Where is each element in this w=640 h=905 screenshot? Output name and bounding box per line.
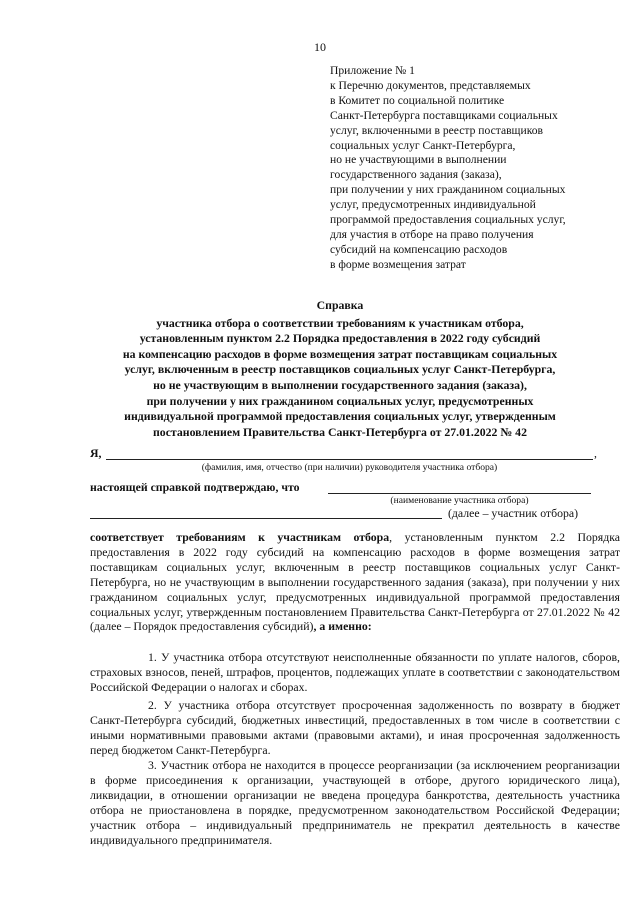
title-line: услуг, включенным в реестр поставщиков социальных услуг Санкт-Петербурга,: [124, 362, 556, 377]
participant-note: (далее – участник отбора): [448, 506, 579, 520]
clause-2: 2. У участника отбора отсутствует просроченная задолженность по возврату в бюджет Санкт-Петербурга субсидий, бюджетных инвестиций, предоставленных в том числе в соответствии с иными нормативными правовыми актами (правовыми актами), и иная просроченная задолженность перед бюджетом Санкт-Петербурга.: [90, 698, 620, 757]
title-word: Справка: [316, 298, 364, 312]
appendix-line: услуг, включенными в реестр поставщиков: [330, 123, 544, 137]
ya-label: Я,: [90, 446, 102, 460]
intro-bold-end: , а именно:: [313, 619, 372, 634]
appendix-line: социальных услуг Санкт-Петербурга,: [330, 138, 516, 152]
appendix-line: субсидий на компенсацию расходов: [330, 242, 508, 256]
title-line: на компенсацию расходов в форме возмещения затрат поставщикам социальных: [122, 346, 558, 361]
manager-name-field[interactable]: [106, 446, 593, 460]
appendix-line: для участия в отборе на право получения: [330, 227, 534, 241]
intro-text: , установленным пунктом 2.2 Порядка предоставления в 2022 году субсидий на компенсацию расходов в форме возмещения затрат поставщикам социальных услуг, включенным в реестр поставщиков социальных услуг Санкт-Петербурга, но не участвующим в выполнении государственного задания (заказа), при получении у них гражданином социальных услуг, предусмотренных индивидуальной программой предоставления социальных услуг, утвержденным постановлением Правительства Санкт-Петербурга от 27.01.2022 № 42 (далее – Порядок предоставления субсидий): [90, 530, 620, 634]
appendix-line: в Комитет по социальной политике: [330, 93, 505, 107]
appendix-line: Санкт-Петербурга поставщиками социальных: [330, 108, 558, 122]
title-line: при получении у них гражданином социальных услуг, предусмотренных: [146, 393, 534, 408]
manager-name-hint: (фамилия, имя, отчество (при наличии) руководителя участника отбора): [201, 462, 498, 473]
appendix-line: но не участвующими в выполнении: [330, 153, 507, 167]
title-line: постановлением Правительства Санкт-Петербурга от 27.01.2022 № 42: [153, 424, 527, 439]
ya-end: ,: [594, 446, 597, 460]
appendix-line: к Перечню документов, представляемых: [330, 78, 531, 92]
appendix-header: [330, 64, 620, 273]
organization-name-field[interactable]: [328, 480, 591, 494]
appendix-line: в форме возмещения затрат: [330, 257, 466, 271]
intro-paragraph: [90, 530, 620, 634]
clause-1: 1. У участника отбора отсутствуют неисполненные обязанности по уплате налогов, сборов, страховых взносов, пеней, штрафов, процентов, подлежащих уплате в соответствии с законодательством Российской Федерации о налогах и сборах.: [90, 650, 620, 694]
title-line: установленным пунктом 2.2 Порядка предоставления в 2022 году субсидий: [139, 331, 541, 346]
intro-bold: соответствует требованиям к участникам отбора: [90, 530, 390, 544]
appendix-line: при получении у них гражданином социальных: [330, 183, 566, 197]
appendix-line: услуг, предусмотренных индивидуальной: [330, 198, 536, 212]
confirm-label: настоящей справкой подтверждаю, что: [90, 480, 300, 494]
appendix-line: государственного задания (заказа),: [330, 168, 502, 182]
title-line: участника отбора о соответствии требованиям к участникам отбора,: [156, 315, 524, 330]
organization-name-field-continued[interactable]: [90, 506, 442, 519]
document-title: [60, 298, 620, 440]
title-line: но не участвующим в выполнении государственного задания (заказа),: [153, 377, 527, 392]
appendix-line: программой предоставления социальных услуг,: [330, 213, 566, 227]
page-number: 10: [314, 40, 326, 54]
title-line: индивидуальной программой предоставления социальных услуг, утвержденным: [124, 409, 556, 424]
organization-name-hint: (наименование участника отбора): [390, 495, 529, 506]
clause-3: 3. Участник отбора не находится в процессе реорганизации (за исключением реорганизации в форме присоединения к организации, участвующей в отборе, другого юридического лица), ликвидации, в отношении организации не введена процедура банкротства, деятельность участника отбора не приостановлена в порядке, предусмотренном законодательством Российской Федерации; участник отбора – индивидуальный предприниматель не прекратил деятельность в качестве индивидуального предпринимателя.: [90, 758, 620, 847]
appendix-line: Приложение № 1: [330, 64, 415, 77]
